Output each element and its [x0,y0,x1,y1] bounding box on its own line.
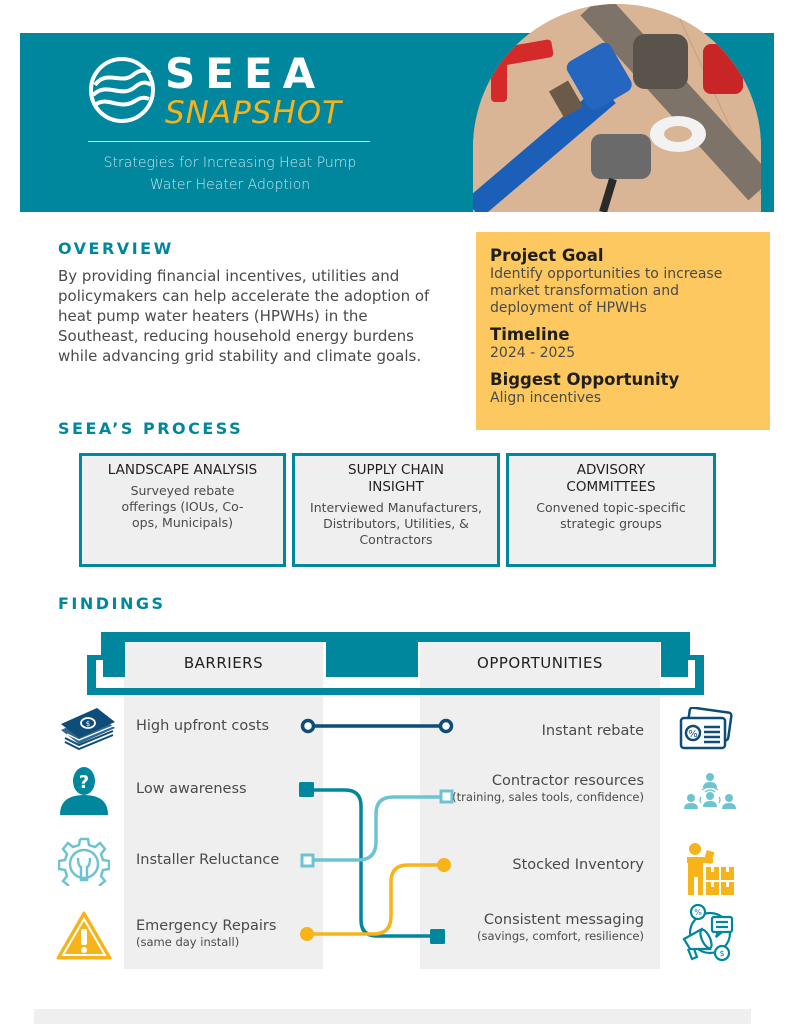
barrier-item: Low awareness [136,781,247,797]
person-question-icon [58,765,110,815]
barrier-item: Installer Reluctance [136,852,280,868]
process-heading: SEEA’S PROCESS [58,419,244,438]
brand-name: SEEA [165,49,326,98]
step-text: Interviewed Manufacturers, Distributors, Utilities, & Contractors [310,500,482,547]
svg-text:$: $ [85,720,91,728]
step-text: Surveyed rebate offerings (IOUs, Co-ops, Municipals) [121,483,244,530]
opportunity-item [430,772,644,804]
goal-text: Identify opportunities to increase market transformation and deployment of HPWHs [490,266,723,316]
overview-text: By providing financial incentives, utilities and policymakers can help accelerate the adoption of heat pump water heaters (HPWHs) in the Southeast, reducing household energy burdens while advancing grid stability and climate goals. [58,267,430,365]
svg-text:$: $ [719,949,725,958]
footer-bar [34,1009,751,1024]
banner-subtitle [60,152,400,196]
svg-text:%: % [688,729,698,740]
opportunity-text: Align incentives [490,390,602,406]
product-name: SNAPSHOT [165,95,343,131]
process-step-landscape [79,453,286,567]
subtitle-line-1: Strategies for Increasing Heat Pump [103,155,357,171]
step-title: SUPPLY CHAIN INSIGHT [348,462,444,495]
opportunity-item: Instant rebate [541,723,644,739]
opportunity-sub: (savings, comfort, resilience) [477,929,644,943]
wave-globe-logo-icon [87,55,157,125]
megaphone-savings-icon [680,903,738,963]
project-summary-box [476,232,770,430]
opportunity-item [430,911,644,943]
step-title: LANDSCAPE ANALYSIS [107,462,258,478]
opportunity-heading: Biggest Opportunity [490,370,680,389]
subtitle-line-2: Water Heater Adoption [149,177,311,193]
svg-text:%: % [694,908,702,917]
process-step-advisory [506,453,716,567]
step-title: ADVISORY COMMITTEES [566,462,656,495]
goal-heading: Project Goal [490,246,604,265]
inventory-worker-icon [683,843,735,895]
timeline-text: 2024 - 2025 [490,345,576,361]
warning-triangle-icon [56,911,112,961]
barrier-item: High upfront costs [136,718,270,734]
barrier-label: Emergency Repairs [136,918,277,934]
rebate-card-icon [678,707,734,751]
timeline-heading: Timeline [490,325,570,344]
opportunity-item: Stocked Inventory [512,857,644,873]
barriers-header: BARRIERS [183,654,264,672]
opportunity-label: Consistent messaging [483,912,644,928]
overview-heading: OVERVIEW [58,239,174,258]
opportunity-sub: (training, sales tools, confidence) [452,790,644,804]
connector-awareness-messaging [313,790,433,936]
money-stack-icon [57,704,117,750]
gear-wrench-icon [58,836,110,886]
network-people-icon [684,772,736,810]
banner-divider [88,141,370,142]
opportunities-header: OPPORTUNITIES [477,654,603,672]
barrier-item [136,917,276,949]
step-text: Convened topic-specific strategic groups [536,500,686,531]
opportunity-label: Contractor resources [491,773,644,789]
process-step-supply-chain [292,453,500,567]
barrier-sub: (same day install) [136,935,240,949]
svg-text:?: ? [78,772,90,793]
findings-heading: FINDINGS [58,594,166,613]
